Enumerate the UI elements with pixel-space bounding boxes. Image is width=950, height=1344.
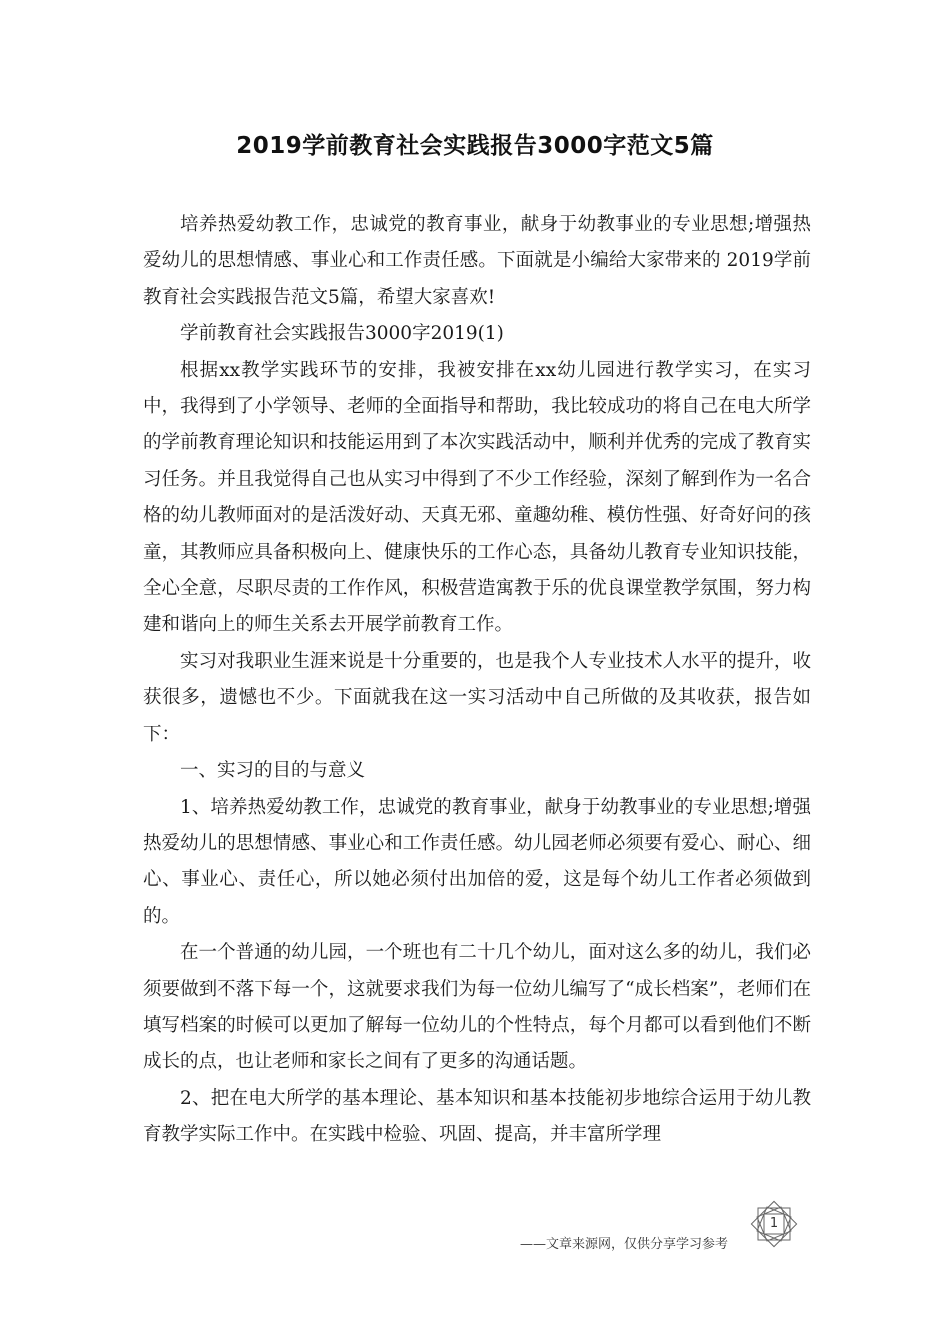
- document-body: [143, 207, 811, 1154]
- paragraph-item-2: 2、把在电大所学的基本理论、基本知识和基本技能初步地综合运用于幼儿教育教学实际工作中。在实践中检验、巩固、提高，并丰富所学理: [143, 1087, 811, 1146]
- paragraph-intro: 培养热爱幼教工作，忠诚党的教育事业，献身于幼教事业的专业思想;增强热爱幼儿的思想情感、事业心和工作责任感。下面就是小编给大家带来的 2019学前教育社会实践报告范文5篇，希望大家喜欢!: [143, 214, 811, 308]
- paragraph-subtitle: 学前教育社会实践报告3000字2019(1): [180, 323, 504, 345]
- page-number: 1: [769, 1216, 779, 1231]
- source-note: ——文章来源网，仅供分享学习参考: [520, 1237, 729, 1252]
- paragraph-item-1: 1、培养热爱幼教工作，忠诚党的教育事业，献身于幼教事业的专业思想;增强热爱幼儿的思想情感、事业心和工作责任感。幼儿园老师必须要有爱心、耐心、细心、事业心、责任心，所以她必须付出加倍的爱，这是每个幼儿工作者必须做到的。: [143, 796, 811, 927]
- paragraph-growth-records: 在一个普通的幼儿园，一个班也有二十几个幼儿，面对这么多的幼儿，我们必须要做到不落下每一个，这就要求我们为每一位幼儿编写了“成长档案”，老师们在填写档案的时候可以更加了解每一位幼儿的个性特点，每个月都可以看到他们不断成长的点，也让老师和家长之间有了更多的沟通话题。: [143, 942, 811, 1073]
- page-title: 2019学前教育社会实践报告3000字范文5篇: [236, 133, 714, 159]
- page-number-badge: [750, 1199, 798, 1249]
- section-heading-purpose: 一、实习的目的与意义: [180, 760, 366, 782]
- paragraph-practice-intro: 根据xx教学实践环节的安排，我被安排在xx幼儿园进行教学实习，在实习中，我得到了小学领导、老师的全面指导和帮助，我比较成功的将自己在电大所学的学前教育理论知识和技能运用到了本次实践活动中，顺利并优秀的完成了教育实习任务。并且我觉得自己也从实习中得到了不少工作经验，深刻了解到作为一名合格的幼儿教师面对的是活泼好动、天真无邪、童趣幼稚、模仿性强、好奇好问的孩童，其教师应具备积极向上、健康快乐的工作心态，具备幼儿教育专业知识技能，全心全意，尽职尽责的工作作风，积极营造寓教于乐的优良课堂教学氛围，努力构建和谐向上的师生关系去开展学前教育工作。: [143, 359, 811, 636]
- paragraph-career-significance: 实习对我职业生涯来说是十分重要的，也是我个人专业技术人水平的提升，收获很多，遗憾也不少。下面就我在这一实习活动中自己所做的及其收获，报告如下：: [143, 650, 811, 745]
